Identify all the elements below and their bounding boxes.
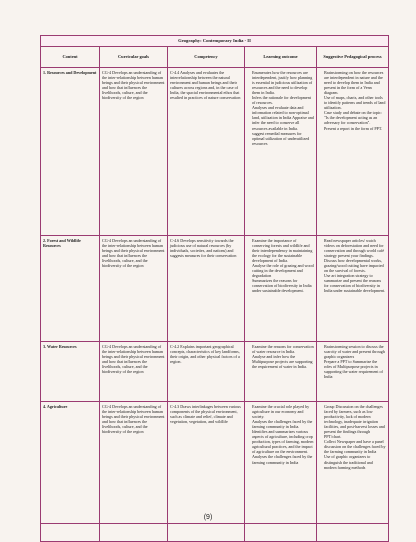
- learning-outcome-cell: [245, 68, 317, 236]
- table-row: [41, 68, 389, 236]
- competency-cell: C-4.4 Analyses and evaluates the interrelationship between the natural environment and human beings and their cultures across regions and, in the case of India, the spacial environmental ethos that resulted in practices of nature conservation: [168, 68, 245, 236]
- list-item: • Present a report in the form of PPT.: [324, 126, 386, 131]
- list-item: • Prepare a PPT to Summarize the roles of Multipurpose projects in supporting the water requirement of India: [324, 359, 386, 379]
- header-learning-outcome: Learning outcome: [245, 46, 317, 68]
- list-item: • suggest remedial measures for optimal utilization of underutilized resources: [252, 131, 314, 146]
- pedagogy-cell: [317, 342, 389, 402]
- list-item: • Discuss how developmental works, grazing/wood cutting have impacted on the survival of forests.: [324, 258, 386, 273]
- list-item: • Group Discussion on the challenges faced by farmers, such as low productivity, lack of modern technology, inadequate irrigation facilities, and post-harvest losses and present the findings through PPT/chart.: [324, 404, 386, 440]
- header-competency: Competency: [168, 46, 245, 68]
- list-item: • Case study and debate on the topic: "Is the development acting as an adversary for conservation".: [324, 110, 386, 125]
- list-item: • Enumerates how the resources are interdependent, justify how planning is essential in judicious utilization of resources and the need to develop them in India.: [252, 70, 314, 95]
- curricular-goal-cell: CG-4 Develops an understanding of the inter-relationship between human beings and their physical environment and how that influences the livelihoods, culture, and the biodiversity of the region: [100, 402, 168, 542]
- list-item: • Examine the reasons for conservation of water resource in India.: [252, 344, 314, 354]
- header-curricular-goals: Curricular goals: [100, 46, 168, 68]
- competency-cell: C-4.3 Draws interlinkages between various components of the physical environment, such as climate and relief, climate and vegetation, vegetation, and wildlife: [168, 402, 245, 542]
- list-item: • Use of maps, charts, and other tools to identify patterns and trends of land utilization.: [324, 95, 386, 110]
- header-pedagogical-process: Suggestive Pedagogical process: [317, 46, 389, 68]
- list-item: • Analyses the challenges faced by the farming community in India.: [252, 419, 314, 429]
- header-content: Content: [41, 46, 100, 68]
- list-item: • Use of graphic organizers to distinguish the traditional and modern farming methods: [324, 454, 386, 469]
- list-item: • Examine the importance of conserving forests and wildlife and their interdependency in maintaining the ecology for the sustainable development of India.: [252, 238, 314, 263]
- list-item: • Analyse the role of grazing and wood cutting in the development and degradation: [252, 263, 314, 278]
- curriculum-table: [40, 35, 389, 542]
- competency-cell: C-4.6 Develops sensitivity towards the judicious use of natural resources (by individuals, societies, and nations) and suggests measures for their conservation: [168, 236, 245, 342]
- list-item: • Brainstorming session to discuss the scarcity of water and present through graphic organizers: [324, 344, 386, 359]
- list-item: • Summarizes the reasons for conservation of biodiversity in India under sustainable development.: [252, 278, 314, 293]
- pedagogy-cell: [317, 68, 389, 236]
- curricular-goal-cell: CG-4 Develops an understanding of the inter-relationship between human beings and their physical environment and how that influences the livelihoods, culture, and the biodiversity of the region: [100, 236, 168, 342]
- content-cell: 2. Forest and Wildlife Resources: [41, 236, 100, 342]
- list-item: • Read newspaper articles/ watch videos on deforestation and need for conservation and through world café strategy present your findings.: [324, 238, 386, 258]
- list-item: • Use art integration strategy to summarize and present the reasons for conservation of biodiversity in India under sustainable development.: [324, 273, 386, 293]
- list-item: • Identifies and summarizes various aspects of agriculture, including crop production, types of farming, modern agricultural practices, and the impact of agriculture on the environment.: [252, 429, 314, 454]
- table-row: [41, 342, 389, 402]
- learning-outcome-cell: [245, 342, 317, 402]
- header-row: [41, 46, 389, 68]
- page-number: (9): [203, 514, 213, 521]
- list-item: • Analyse and infer how the Multipurpose projects are supporting the requirement of water in India.: [252, 354, 314, 369]
- content-cell: 3. Water Resources: [41, 342, 100, 402]
- list-item: • Infers the rationale for development of resources.: [252, 95, 314, 105]
- content-cell: 1. Resources and Development: [41, 68, 100, 236]
- list-item: • Analyses the challenges faced by the farming community in India: [252, 454, 314, 464]
- curricular-goal-cell: CG-4 Develops an understanding of the inter-relationship between human beings and their physical environment and how that influences the livelihoods, culture, and the biodiversity of the region: [100, 342, 168, 402]
- table-row: [41, 236, 389, 342]
- learning-outcome-cell: [245, 236, 317, 342]
- list-item: • Collect Newspaper and have a panel discussion on the challenges faced by the farming community in India: [324, 439, 386, 454]
- content-cell: 4. Agriculture: [41, 402, 100, 542]
- list-item: • Examine the crucial role played by agriculture in our economy and society.: [252, 404, 314, 419]
- list-item: • Analyses and evaluate data and information related to non-optimal land, utilization in India Appraise and infer the need to conserve all resources available in India.: [252, 105, 314, 130]
- table-title: Geography: Contemporary India - II: [41, 36, 389, 47]
- pedagogy-cell: [317, 236, 389, 342]
- list-item: • Brainstorming on how the resources are interdependent in nature and the need to develop them in India and present in the form of a Venn diagram.: [324, 70, 386, 95]
- competency-cell: C-4.2 Explains important geographical concepts, characteristics of key landforms, their origin, and other physical factors of a region.: [168, 342, 245, 402]
- curricular-goal-cell: CG-4 Develops an understanding of the inter-relationship between human beings and their physical environment and how that influences the livelihoods, culture, and the biodiversity of the region: [100, 68, 168, 236]
- bottom-divider: [40, 523, 388, 524]
